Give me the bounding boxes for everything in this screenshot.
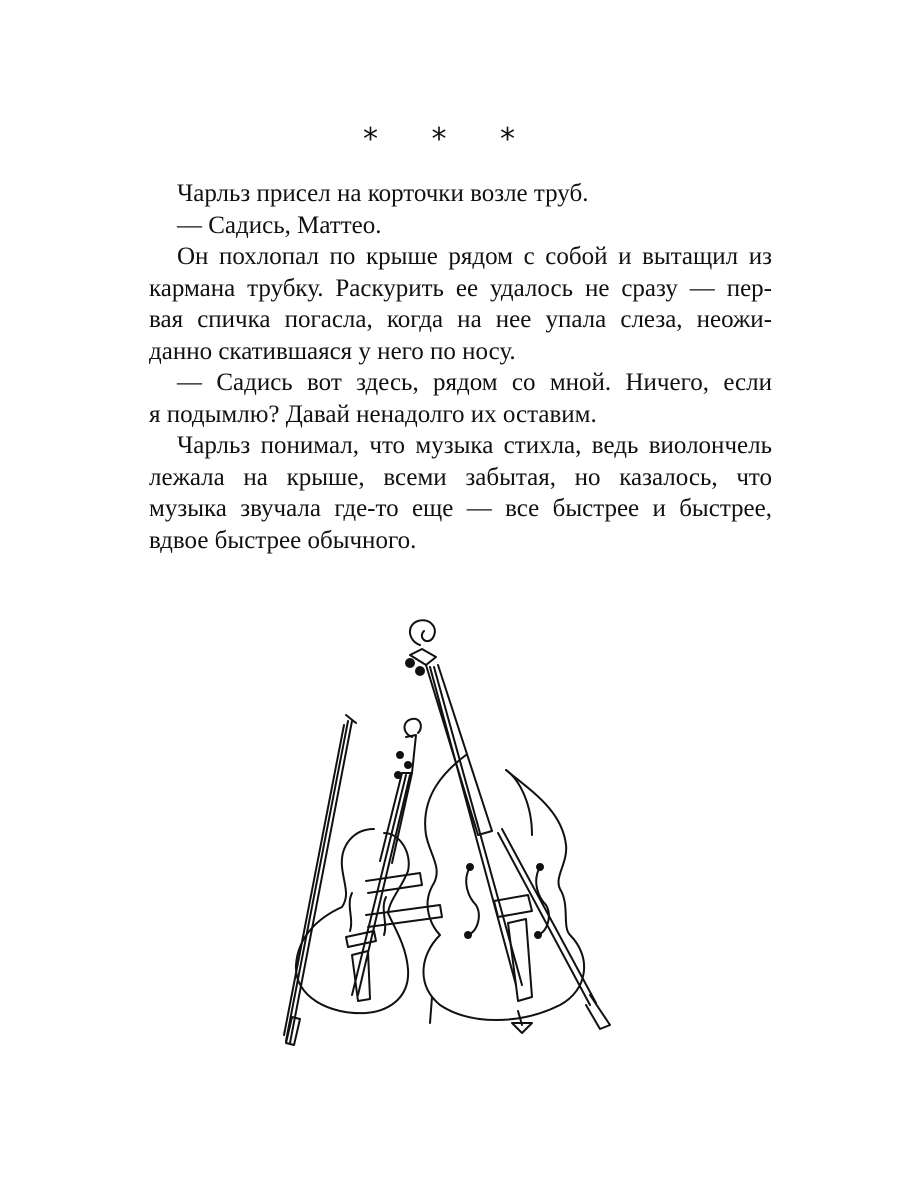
text-line: вая спичка погасла, когда на нее упала слеза, неожи- — [149, 306, 772, 333]
text-line: — Садись, Маттео. — [177, 211, 382, 239]
text-line: кармана трубку. Раскурить ее удалось не сразу — пер- — [149, 274, 772, 302]
instruments-drawing — [270, 605, 630, 1055]
violin-cello-bow-illustration — [270, 605, 630, 1055]
text-line: — Садись вот здесь, рядом со мной. Ничего, если — [177, 369, 772, 396]
text-line: я подымлю? Давай ненадолго их оставим. — [149, 400, 597, 428]
cello-icon — [406, 620, 584, 1033]
text-line: Чарльз понимал, что музыка стихла, ведь виолончель — [177, 432, 772, 459]
violin-icon — [296, 719, 421, 1013]
text-line: вдвое быстрее обычного. — [149, 526, 417, 554]
bow-icon — [284, 715, 356, 1045]
cello-bow-icon — [498, 829, 610, 1029]
text-line: данно скатившаяся у него по носу. — [149, 337, 516, 365]
section-separator: * * * — [362, 122, 538, 157]
body-text — [149, 178, 772, 556]
text-line: лежала на крыше, всеми забытая, но казалось, что — [149, 463, 772, 491]
text-line: Чарльз присел на корточки возле труб. — [177, 180, 589, 207]
text-line: музыка звучала где-то еще — все быстрее и быстрее, — [149, 495, 772, 522]
text-line: Он похлопал по крыше рядом с собой и вытащил из — [177, 243, 772, 270]
